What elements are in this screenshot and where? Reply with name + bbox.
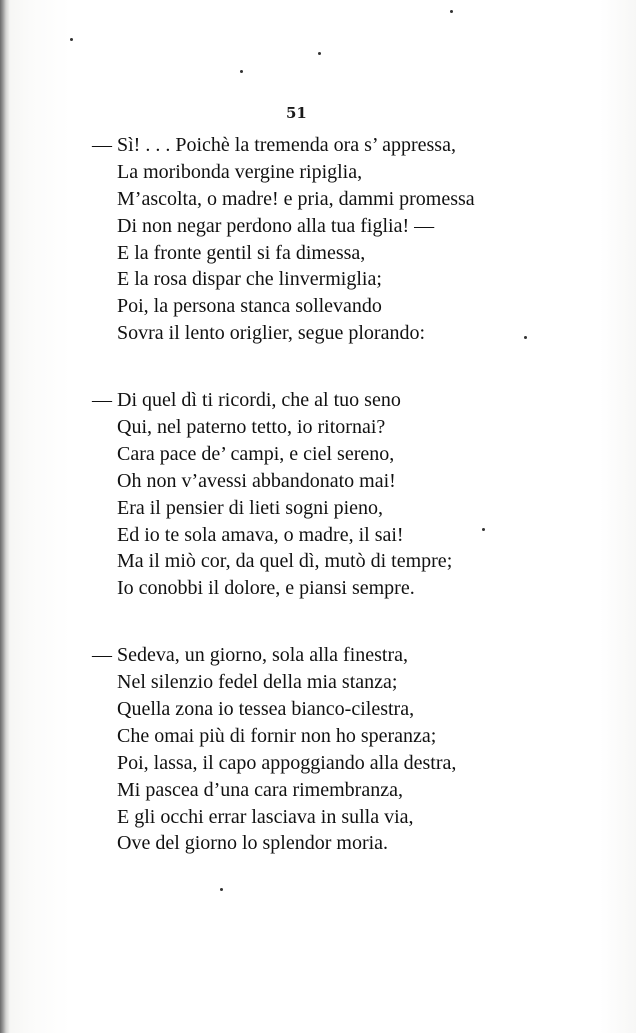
verse-line: Sovra il lento origlier, segue plorando: bbox=[117, 322, 426, 345]
verse-line: M’ascolta, o madre! e pria, dammi promessa bbox=[117, 187, 475, 210]
verse-line: E la fronte gentil si fa dimessa, bbox=[117, 241, 366, 264]
paper-speck bbox=[524, 336, 527, 339]
verse-line: Io conobbi il dolore, e piansi sempre. bbox=[117, 577, 415, 600]
paper-speck bbox=[70, 38, 73, 41]
verse-line: Ma il miò cor, da quel dì, mutò di tempre; bbox=[117, 550, 453, 573]
paper-speck bbox=[450, 10, 453, 13]
stanza-2 bbox=[92, 387, 522, 602]
verse-line: Era il pensier di lieti sogni pieno, bbox=[117, 496, 384, 519]
verse-line: Mi pascea d’una cara rimembranza, bbox=[117, 778, 403, 801]
page-gutter-shadow bbox=[0, 0, 10, 1033]
page-number: 51 bbox=[286, 104, 307, 122]
verse-line: Qui, nel paterno tetto, io ritornai? bbox=[117, 416, 386, 439]
verse-line: E la rosa dispar che linvermiglia; bbox=[117, 268, 382, 291]
verse-line: Poi, la persona stanca sollevando bbox=[117, 295, 382, 318]
verse-line: E gli occhi errar lasciava in sulla via, bbox=[117, 805, 414, 828]
stanza-1 bbox=[92, 132, 522, 347]
verse-line: — Di quel dì ti ricordi, che al tuo seno bbox=[92, 389, 401, 412]
paper-speck bbox=[482, 528, 485, 531]
verse-line: Ove del giorno lo splendor moria. bbox=[117, 832, 389, 855]
poem-text bbox=[92, 132, 522, 857]
verse-line: Quella zona io tessea bianco-cilestra, bbox=[117, 698, 415, 721]
verse-line: Oh non v’avessi abbandonato mai! bbox=[117, 469, 396, 492]
paper-speck bbox=[220, 888, 223, 891]
verse-line: Che omai più di fornir non ho speranza; bbox=[117, 724, 437, 747]
paper-speck bbox=[240, 70, 243, 73]
verse-line: Ed io te sola amava, o madre, il sai! bbox=[117, 523, 404, 546]
verse-line: Nel silenzio fedel della mia stanza; bbox=[117, 671, 398, 694]
stanza-3 bbox=[92, 642, 522, 857]
verse-line: Poi, lassa, il capo appoggiando alla destra, bbox=[117, 751, 457, 774]
verse-line: — Sì! . . . Poichè la tremenda ora s’ appressa, bbox=[92, 134, 456, 156]
verse-line: — Sedeva, un giorno, sola alla finestra, bbox=[92, 644, 409, 667]
verse-line: La moribonda vergine ripiglia, bbox=[117, 160, 363, 183]
verse-line: Cara pace de’ campi, e ciel sereno, bbox=[117, 442, 395, 465]
verse-line: Di non negar perdono alla tua figlia! — bbox=[117, 214, 435, 237]
paper-speck bbox=[318, 52, 321, 55]
